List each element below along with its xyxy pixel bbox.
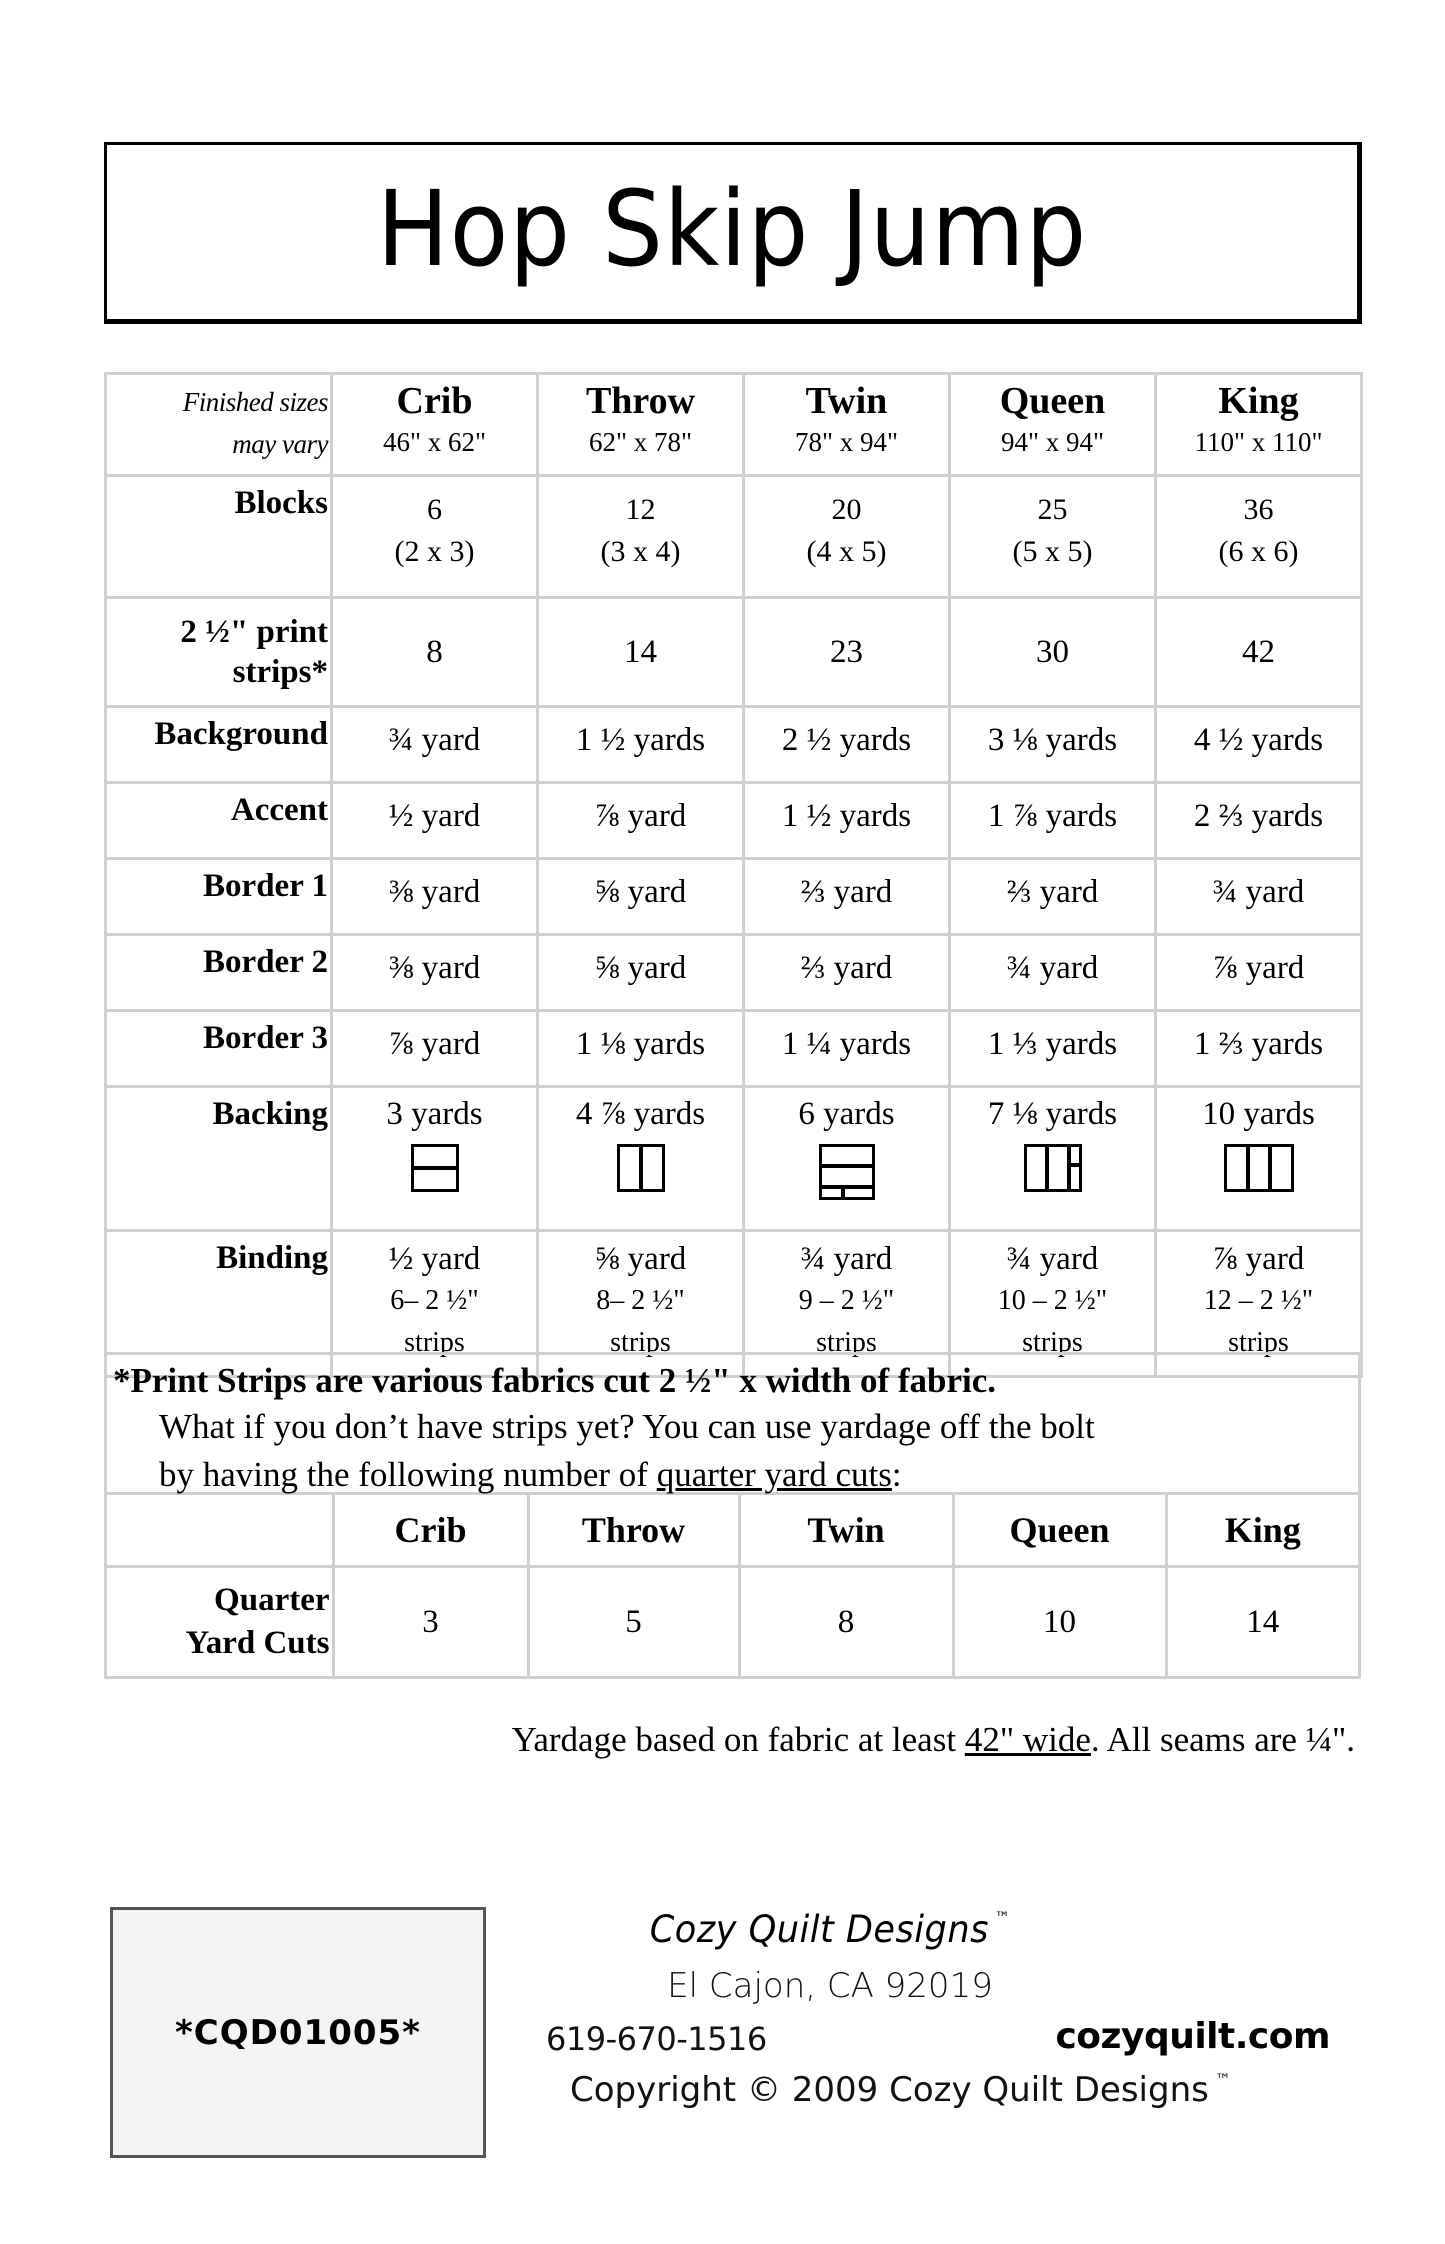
- size-name: Crib: [396, 380, 473, 422]
- strips-cell: 23: [744, 598, 950, 707]
- binding-yardage: ¾ yard: [800, 1241, 893, 1277]
- backing-three-vertical-panels-icon: [1224, 1144, 1294, 1192]
- note-line3: [113, 1451, 1358, 1499]
- pattern-title: Hop Skip Jump: [376, 168, 1088, 290]
- size-header-king: [1156, 374, 1362, 476]
- company-phone: 619-670-1516: [546, 2020, 767, 2058]
- size-header-twin: [744, 374, 950, 476]
- size-header-throw: [538, 374, 744, 476]
- row-label-line1: Quarter: [214, 1582, 330, 1618]
- quarter-value: 5: [528, 1567, 739, 1677]
- backing-vertical-with-split-strip-icon: [1024, 1144, 1082, 1192]
- note-line1: *Print Strips are various fabrics cut 2 ½" x width of fabric.: [113, 1361, 997, 1400]
- copyright-text: Copyright © 2009 Cozy Quilt Designs: [570, 2070, 1209, 2110]
- copyright-line: [570, 2070, 1231, 2110]
- yardage-cell: 3 ⅛ yards: [950, 707, 1156, 783]
- size-dims: 94" x 94": [1000, 427, 1105, 457]
- size-header-row: [106, 374, 1362, 476]
- company-name: Cozy Quilt Designs: [649, 1908, 989, 1951]
- size-header-crib: [332, 374, 538, 476]
- strips-cell: 42: [1156, 598, 1362, 707]
- row-label: [106, 598, 332, 707]
- backing-cell: [744, 1087, 950, 1231]
- row-label: [107, 1567, 333, 1677]
- yardage-cell: ¾ yard: [1156, 859, 1362, 935]
- border1-row: [106, 859, 1362, 935]
- border2-row: [106, 935, 1362, 1011]
- yardage-cell: 4 ½ yards: [1156, 707, 1362, 783]
- size-name: Twin: [805, 380, 888, 422]
- quarter-corner-cell: [107, 1495, 333, 1567]
- title-box: [104, 142, 1362, 324]
- quarter-value: 8: [739, 1567, 953, 1677]
- binding-yardage: ½ yard: [388, 1241, 481, 1277]
- block-layout: (4 x 5): [806, 535, 887, 568]
- yardage-cell: 2 ½ yards: [744, 707, 950, 783]
- binding-strips: 9 – 2 ½": [798, 1285, 895, 1316]
- row-label: Binding: [106, 1231, 332, 1377]
- backing-cell: [1156, 1087, 1362, 1231]
- block-count: 6: [427, 493, 442, 526]
- yardage-cell: ⅔ yard: [744, 859, 950, 935]
- size-name: King: [1218, 380, 1299, 422]
- quarter-yard-section: [104, 1352, 1361, 1679]
- row-label: Accent: [106, 783, 332, 859]
- yardage-cell: 1 ⅞ yards: [950, 783, 1156, 859]
- size-dims: 78" x 94": [794, 427, 899, 457]
- backing-cell: [950, 1087, 1156, 1231]
- binding-unit: strips: [1022, 1327, 1083, 1358]
- backing-horizontal-with-split-strip-icon: [819, 1144, 875, 1200]
- yardage-cell: 1 ⅛ yards: [538, 1011, 744, 1087]
- fabric-requirements-table: [104, 372, 1363, 1378]
- quarter-header: King: [1166, 1495, 1358, 1567]
- product-code: *CQD01005*: [175, 2012, 421, 2053]
- quarter-header: Twin: [739, 1495, 953, 1567]
- strips-cell: 30: [950, 598, 1156, 707]
- background-row: [106, 707, 1362, 783]
- quarter-header-row: [107, 1495, 1358, 1567]
- blocks-cell: [538, 476, 744, 598]
- row-label-line2: Yard Cuts: [185, 1625, 330, 1661]
- trademark-symbol: ™: [1214, 2070, 1231, 2089]
- strips-cell: 14: [538, 598, 744, 707]
- yardage-cell: ⅞ yard: [332, 1011, 538, 1087]
- row-label-line2: strips*: [232, 654, 328, 690]
- yardage-cell: 2 ⅔ yards: [1156, 783, 1362, 859]
- yardage-cell: 1 ⅓ yards: [950, 1011, 1156, 1087]
- strips-cell: 8: [332, 598, 538, 707]
- blocks-cell: [332, 476, 538, 598]
- size-name: Queen: [999, 380, 1106, 422]
- block-layout: (6 x 6): [1218, 535, 1299, 568]
- quarter-header: Queen: [953, 1495, 1166, 1567]
- print-strips-row: [106, 598, 1362, 707]
- block-count: 20: [831, 493, 862, 526]
- quarter-header: Crib: [333, 1495, 528, 1567]
- row-label: Blocks: [106, 476, 332, 598]
- yardage-cell: ⅝ yard: [538, 935, 744, 1011]
- row-label: Border 3: [106, 1011, 332, 1087]
- yardage-cell: ½ yard: [332, 783, 538, 859]
- yardage-note-underlined: 42" wide: [964, 1720, 1091, 1759]
- blocks-cell: [744, 476, 950, 598]
- yardage-cell: ⅜ yard: [332, 935, 538, 1011]
- company-name-line: [545, 1908, 1115, 1951]
- block-count: 12: [625, 493, 656, 526]
- binding-strips: 12 – 2 ½": [1203, 1285, 1314, 1316]
- backing-yardage: 10 yards: [1202, 1096, 1315, 1132]
- backing-yardage: 6 yards: [798, 1096, 895, 1132]
- note-line2: What if you don’t have strips yet? You can use yardage off the bolt: [159, 1407, 1095, 1446]
- backing-two-vertical-panels-icon: [617, 1144, 665, 1192]
- corner-label: [106, 374, 332, 476]
- row-label: Backing: [106, 1087, 332, 1231]
- quarter-value: 14: [1166, 1567, 1358, 1677]
- blocks-cell: [1156, 476, 1362, 598]
- company-website-link[interactable]: cozyquilt.com: [1055, 2016, 1330, 2057]
- size-dims: 110" x 110": [1194, 427, 1323, 457]
- binding-unit: strips: [404, 1327, 465, 1358]
- backing-row: [106, 1087, 1362, 1231]
- quarter-values-row: [107, 1567, 1358, 1677]
- binding-yardage: ⅞ yard: [1212, 1241, 1305, 1277]
- yardage-cell: ⅔ yard: [950, 859, 1156, 935]
- binding-strips: 8– 2 ½": [596, 1285, 685, 1316]
- yardage-cell: 1 ⅔ yards: [1156, 1011, 1362, 1087]
- yardage-cell: 1 ½ yards: [744, 783, 950, 859]
- binding-unit: strips: [1228, 1327, 1289, 1358]
- yardage-cell: 1 ½ yards: [538, 707, 744, 783]
- backing-yardage: 3 yards: [386, 1096, 483, 1132]
- yardage-note-prefix: Yardage based on fabric at least: [511, 1720, 965, 1759]
- backing-yardage: 4 ⅞ yards: [575, 1096, 706, 1132]
- yardage-cell: ⅜ yard: [332, 859, 538, 935]
- row-label: Background: [106, 707, 332, 783]
- note-line3-suffix: :: [891, 1455, 902, 1494]
- yardage-cell: ¾ yard: [950, 935, 1156, 1011]
- size-name: Throw: [585, 380, 696, 422]
- block-layout: (2 x 3): [394, 535, 475, 568]
- yardage-note: [300, 1718, 1355, 1762]
- product-code-box: [110, 1907, 486, 2158]
- binding-strips: 6– 2 ½": [390, 1285, 479, 1316]
- block-count: 36: [1243, 493, 1274, 526]
- yardage-cell: 1 ¼ yards: [744, 1011, 950, 1087]
- quarter-value: 3: [333, 1567, 528, 1677]
- backing-yardage: 7 ⅛ yards: [987, 1096, 1118, 1132]
- accent-row: [106, 783, 1362, 859]
- print-strips-note: [107, 1355, 1358, 1495]
- note-line3-underlined: quarter yard cuts: [656, 1455, 892, 1494]
- quarter-value: 10: [953, 1567, 1166, 1677]
- quarter-header: Throw: [528, 1495, 739, 1567]
- corner-label-line1: Finished sizes: [182, 387, 328, 417]
- company-address: El Cajon, CA 92019: [667, 1966, 993, 2006]
- size-header-queen: [950, 374, 1156, 476]
- trademark-symbol: ™: [994, 1908, 1011, 1927]
- yardage-cell: ¾ yard: [332, 707, 538, 783]
- block-count: 25: [1037, 493, 1068, 526]
- row-label: Border 2: [106, 935, 332, 1011]
- size-dims: 46" x 62": [382, 427, 487, 457]
- binding-unit: strips: [610, 1327, 671, 1358]
- row-label: Border 1: [106, 859, 332, 935]
- yardage-note-suffix: . All seams are ¼".: [1090, 1720, 1355, 1759]
- size-dims: 62" x 78": [588, 427, 693, 457]
- backing-cell: [332, 1087, 538, 1231]
- row-label-line1: 2 ½" print: [180, 614, 328, 650]
- binding-unit: strips: [816, 1327, 877, 1358]
- binding-strips: 10 – 2 ½": [997, 1285, 1108, 1316]
- binding-yardage: ⅝ yard: [594, 1241, 687, 1277]
- note-line3-prefix: by having the following number of: [159, 1455, 657, 1494]
- border3-row: [106, 1011, 1362, 1087]
- yardage-cell: ⅔ yard: [744, 935, 950, 1011]
- backing-two-horizontal-panels-icon: [411, 1144, 459, 1192]
- binding-yardage: ¾ yard: [1006, 1241, 1099, 1277]
- quarter-yard-table: [107, 1495, 1358, 1676]
- yardage-cell: ⅞ yard: [538, 783, 744, 859]
- blocks-row: [106, 476, 1362, 598]
- corner-label-line2: may vary: [232, 429, 328, 459]
- block-layout: (3 x 4): [600, 535, 681, 568]
- block-layout: (5 x 5): [1012, 535, 1093, 568]
- blocks-cell: [950, 476, 1156, 598]
- backing-cell: [538, 1087, 744, 1231]
- yardage-cell: ⅞ yard: [1156, 935, 1362, 1011]
- yardage-cell: ⅝ yard: [538, 859, 744, 935]
